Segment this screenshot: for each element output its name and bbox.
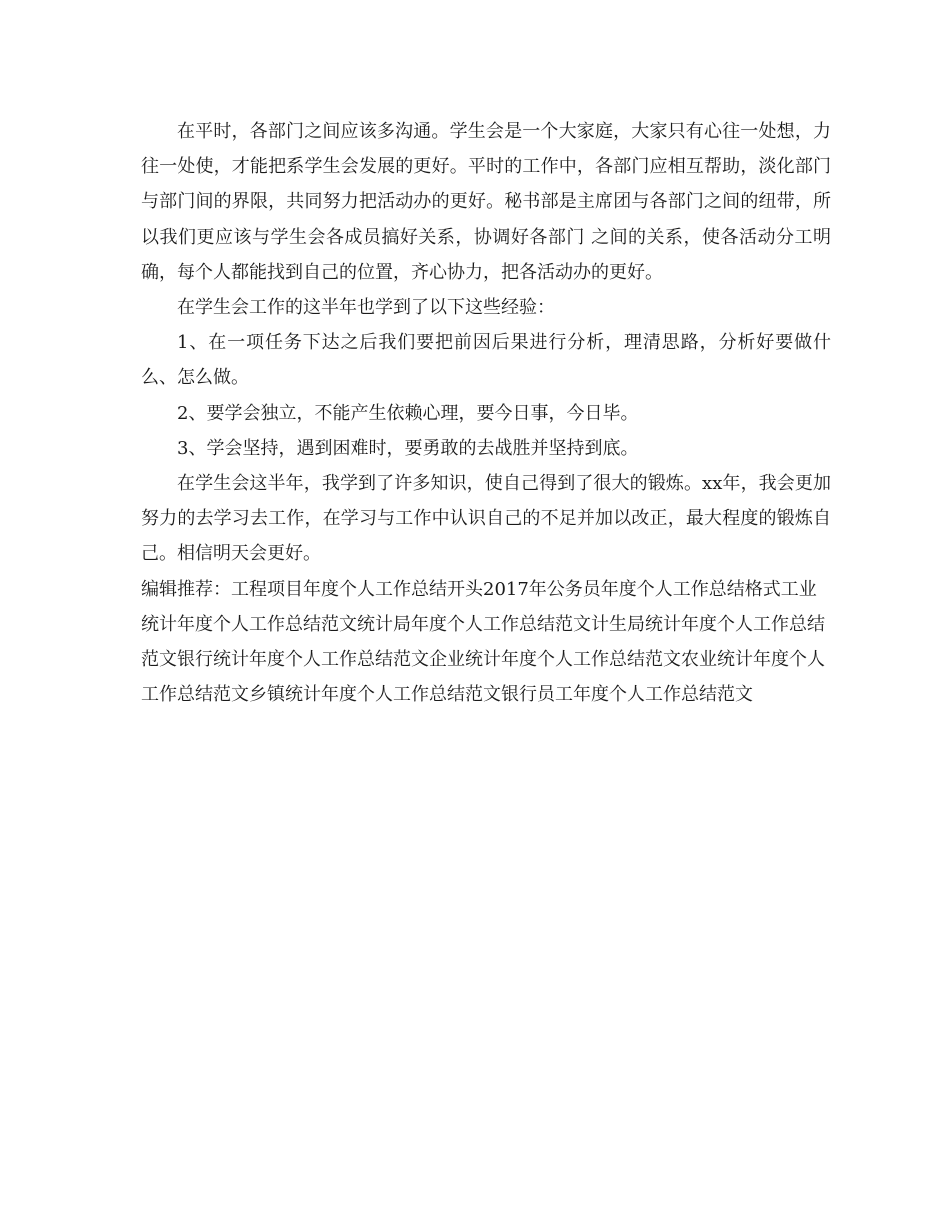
document-body	[141, 114, 831, 712]
paragraph-conclusion: 在学生会这半年，我学到了许多知识，使自己得到了很大的锻炼。xx年，我会更加努力的去学习去工作，在学习与工作中认识自己的不足并加以改正，最大程度的锻炼自己。相信明天会更好。	[141, 473, 831, 565]
paragraph-communication: 在平时，各部门之间应该多沟通。学生会是一个大家庭，大家只有心往一处想，力往一处使，才能把系学生会发展的更好。平时的工作中，各部门应相互帮助，淡化部门与部门间的界限，共同努力把活动办的更好。秘书部是主席团与各部门之间的纽带，所以我们更应该与学生会各成员搞好关系，协调好各部门 之间的关系，使各活动分工明确，每个人都能找到自己的位置，齐心协力，把各活动办的更好。	[141, 121, 831, 283]
paragraph-experience-intro: 在学生会工作的这半年也学到了以下这些经验：	[177, 297, 555, 319]
list-item-1: 1、在一项任务下达之后我们要把前因后果进行分析，理清思路，分析好要做什么、怎么做。	[141, 332, 831, 389]
editor-recommendation: 编辑推荐：工程项目年度个人工作总结开头2017年公务员年度个人工作总结格式工业统计年度个人工作总结范文统计局年度个人工作总结范文计生局统计年度个人工作总结范文银行统计年度个人工作总结范文企业统计年度个人工作总结范文农业统计年度个人工作总结范文乡镇统计年度个人工作总结范文银行员工年度个人工作总结范文	[141, 578, 825, 706]
list-item-2: 2、要学会独立，不能产生依赖心理，要今日事，今日毕。	[177, 402, 639, 424]
list-item-3: 3、学会坚持，遇到困难时，要勇敢的去战胜并坚持到底。	[177, 437, 639, 459]
